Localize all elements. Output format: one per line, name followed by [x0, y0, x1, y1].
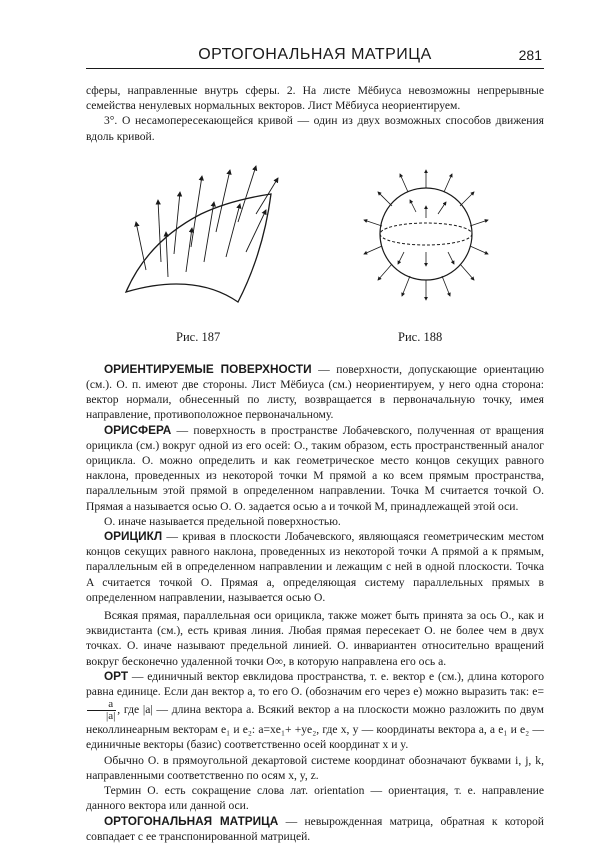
term-ort: ОРТ	[104, 668, 129, 683]
term-orientable-surfaces: ОРИЕНТИРУЕМЫЕ ПОВЕРХНОСТИ	[104, 361, 312, 376]
orthogonal-text: — невырожденная матрица, обратная к которой совпадает с ее транспонированной матрицей.	[86, 814, 545, 843]
ort-p2: Обычно О. в прямоугольной декартовой системе координат обозначают буквами i, j, k, направленными соответственно по осям x, y, z.	[86, 753, 544, 782]
oricycle-text: — кривая в плоскости Лобачевского, являющаяся геометрическим местом концов секущих равного наклона, проведенных из некоторой точки A прямой a к прямым, параллельным ей в определенном направлении и лежащим с ней в одной плоскости. Точка A считается точкой О. Прямая a, определяющая систему параллельных прямых в определенном направлении, называется осью О.	[86, 530, 544, 604]
figure-187	[106, 152, 306, 322]
entry-oricycle	[86, 529, 544, 669]
figures-row	[86, 152, 544, 348]
orisphere-alt: О. иначе называется предельной поверхностью.	[104, 514, 341, 528]
term-orthogonal-matrix: ОРТОГОНАЛЬНАЯ МАТРИЦА	[104, 813, 279, 828]
surface-outline	[126, 194, 271, 302]
ort-fraction	[87, 699, 116, 722]
page-header	[86, 44, 544, 69]
ort-text-1: — единичный вектор евклидова пространства, т. е. вектор e (см.), длина которого равна единице. Если дан вектор a, то его О. (обозначим его через e) можно выразить так: e=	[86, 669, 544, 699]
sphere-equator	[380, 223, 472, 245]
sphere-outline	[380, 188, 472, 280]
intro-item-3: 3°. О несамопересекающейся кривой — один из двух возможных способов движения вдоль кривой.	[86, 114, 544, 143]
entry-ort	[86, 669, 544, 814]
running-head: ОРТОГОНАЛЬНАЯ МАТРИЦА	[198, 46, 432, 63]
orisphere-text: — поверхность в пространстве Лобачевского, полученная от вращения орицикла (см.) вокруг одной из его осей: О., таким образом, есть пространственный аналог орицикла. О. можно определить и как геометрическое место концов секущих равного наклона, проведенных из некоторой точки M прямой a ко всем прямым пространства, параллельным этой прямой в определенном направлении. Точка M считается точкой О. Прямая a называется осью О. О. задается осью a и точкой M, принадлежащей этой оси.	[86, 423, 544, 513]
ort-fraction-numerator: a	[87, 699, 116, 711]
intro-block	[86, 83, 544, 144]
ort-text-2: , где |a| — длина вектора a. Всякий вектор a на плоскости можно разложить по двум неколлинеарным векторам e₁ и e₂: a=xe₁+ +ye₂, где x, y — координаты вектора a, а e₁ и e₂ — единичные векторы (базис) соответственно осей координат x и y.	[86, 703, 544, 752]
term-orisphere: ОРИСФЕРА	[104, 422, 172, 437]
page-number: 281	[518, 47, 542, 63]
ort-p3: Термин О. есть сокращение слова лат. orientation — ориентация, т. е. направление данного вектора или данной оси.	[86, 784, 544, 813]
book-page	[86, 44, 544, 844]
figure-187-caption: Рис. 187	[176, 329, 221, 344]
ort-fraction-denominator: |a|	[106, 710, 116, 723]
term-oricycle: ОРИЦИКЛ	[104, 529, 163, 544]
intro-continuation: сферы, направленные внутрь сферы. 2. На листе Мёбиуса невозможны непрерывные семейства ненулевых нормальных векторов. Лист Мёбиуса неориентируем.	[86, 84, 544, 113]
orientable-text: — поверхности, допускающие ориентацию (см.). О. п. имеют две стороны. Лист Мёбиуса (см.) неориентируем, у него одна сторона: вектор нормали, обнесенный по листу, возвращается в первоначальную точку, имея направление, противоположное первоначальному.	[86, 362, 544, 422]
oricycle-p2: Всякая прямая, параллельная оси орицикла, также может быть принята за ось О., как и эквидистанта (см.), есть кривая линия. Любая прямая пересекает О. не более чем в двух точках. О. иначе называют предельной линией. О. инвариантен относительно вращений вокруг бесконечно удаленной точки O∞, в которую направлена его ось a.	[86, 609, 544, 668]
entry-orientable-surfaces	[86, 362, 544, 423]
entry-orisphere	[86, 423, 544, 529]
entry-orthogonal-matrix	[86, 814, 544, 844]
figure-188	[356, 152, 496, 322]
figure-188-caption: Рис. 188	[398, 329, 443, 344]
